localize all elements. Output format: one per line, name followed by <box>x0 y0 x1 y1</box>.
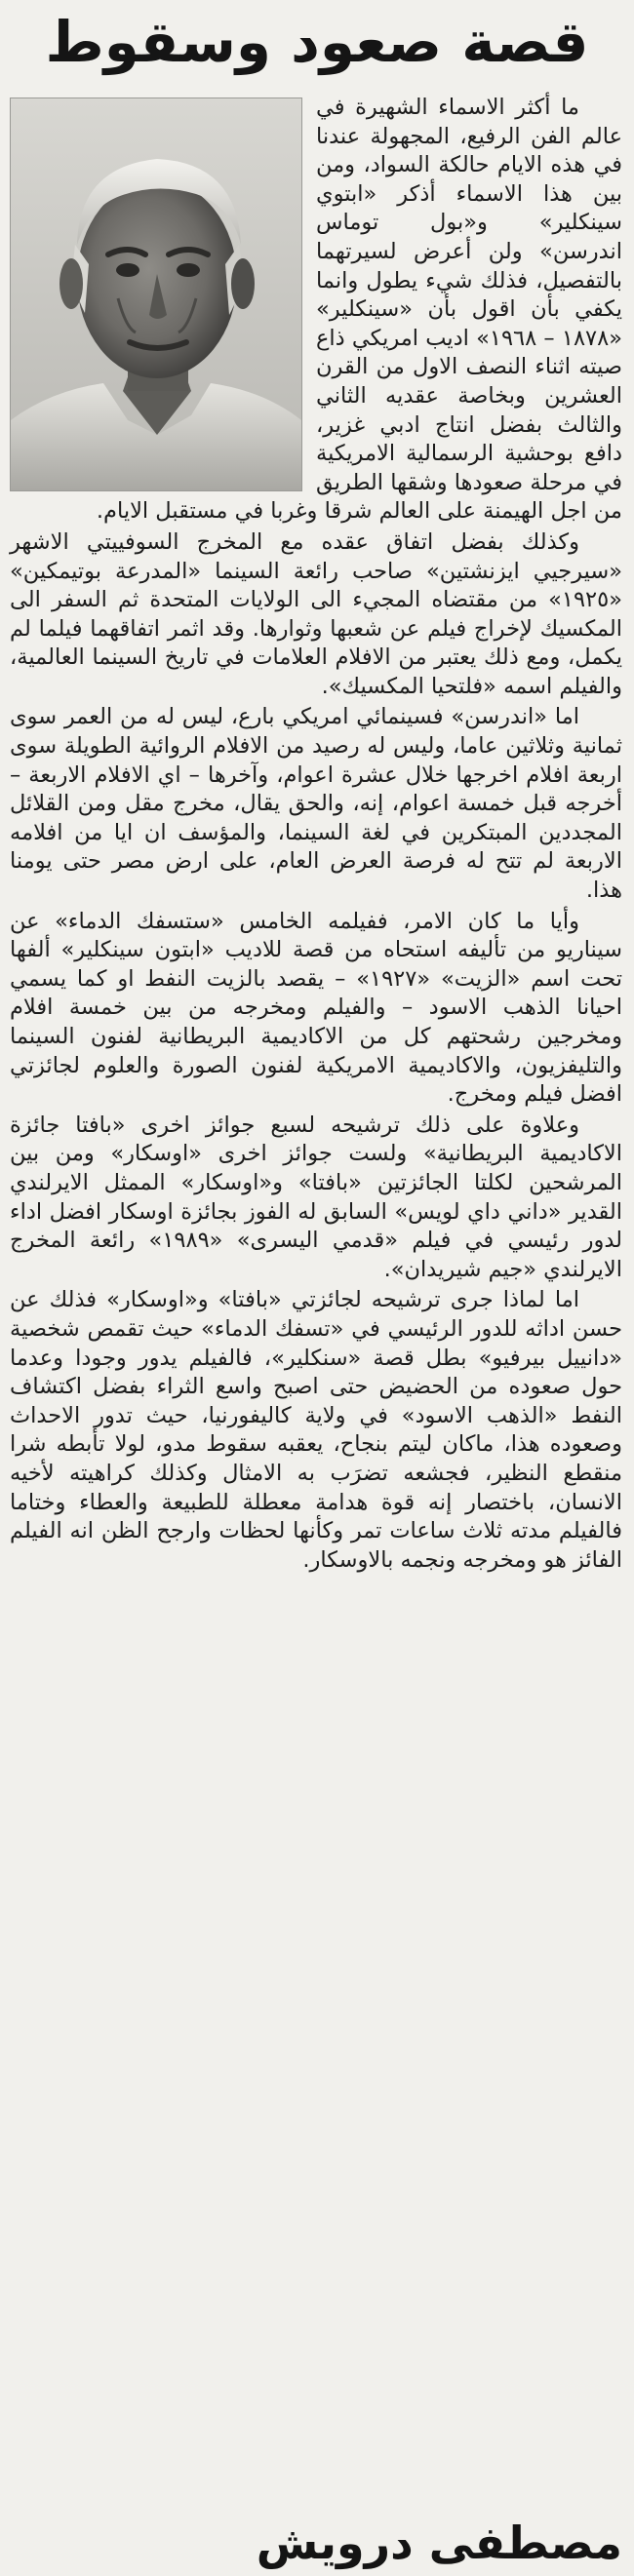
paragraph-6: اما لماذا جرى ترشيحه لجائزتي «بافتا» و«اوسكار» فذلك عن حسن اداثه للدور الرئيسي في «تسفك الدماء» حيث تقمص شخصية «دانييل بيرفيو» بطل قصة «سنكلير»، فالفيلم يدور وجودا وعدما حول صعوده من الحضيض حتى اصبح واسع الثراء بفضل اكتشاف النفط «الذهب الاسود» في ولاية كاليفورنيا، حيث تدور الاحداث وصعوده هذا، ماكان ليتم بنجاح، يعقبه سقوط مدو، لولا تأبطه شرا منقطع النظير، فجشعه تضرَب به الامثال وكذلك كراهيته لأخيه الانسان، باختصار إنه قوة هدامة معطلة للطبيعة والعطاء وختاما فالفيلم مدته ثلاث ساعات تمر وكأنها لحظات وارجح الظن انه الفيلم الفائز هو ومخرجه ونجمه بالاوسكار. <box>10 1287 622 1573</box>
author-byline: مصطفى درويش <box>256 2517 622 2570</box>
photo-float-spacer <box>10 94 316 495</box>
paragraph-1: ما أكثر الاسماء الشهيرة في عالم الفن الرفيع، المجهولة عندنا في هذه الايام حالكة السواد، ومن بين هذا الاسماء أذكر «ابتوي سينكلير» و«بول توماس اندرسن» ولن أعرض لسيرتهما بالتفصيل، فذلك شيء يطول وانما يكفي بأن اقول بأن «سينكلير» «١٨٧٨ – ١٩٦٨» اديب امريكي ذاع صيته اثناء النصف الاول من القرن العشرين وبخاصة عقديه الثاني والثالث بفضل انتاج ادبي غزير، دافع بوحشية الرسمالية الامريكية في مرحلة صعودها وشقها الطريق من اجل الهيمنة على العالم شرقا وغربا في مستقبل الايام. <box>96 95 622 525</box>
paragraph-5: وعلاوة على ذلك ترشيحه لسبع جوائز اخرى «بافتا جائزة الاكاديمية البريطانية» ولست جوائز اخرى «اوسكار» ومن بين المرشحين لكلتا الجائزتين «بافتا» و«اوسكار» الممثل الايرلندي القدير «داني داي لويس» السابق له الفوز بجائزة اوسكار افضل اداء لدور رئيسي في فيلم «قدمي اليسرى» «١٩٨٩» رائعة المخرج الايرلندي «جيم شيريدان». <box>10 1112 622 1282</box>
headline-strip <box>0 0 634 84</box>
article-body <box>10 94 622 1577</box>
paragraph-2: وكذلك بفضل اتفاق عقده مع المخرج السوفييتي الاشهر «سيرجيي ايزنشتين» صاحب رائعة السينما «المدرعة بوتيمكين» «١٩٢٥» من مقتضاه المجيء الى الولايات المتحدة ثم السفر الى المكسيك لإخراج فيلم عن شعبها وثوارها. وقد اثمر اتفاقهما فيلما لم يكمل، ومع ذلك يعتبر من الافلام العلامات في تاريخ السينما العالمية، والفيلم اسمه «فلتحيا المكسيك». <box>10 528 622 699</box>
paragraph-4: وأيا ما كان الامر، ففيلمه الخامس «ستسفك الدماء» عن سيناريو من تأليفه استحاه من قصة للاديب «ابتون سينكلير» ألفها تحت اسم «الزيت» «١٩٢٧» – يقصد بالزيت النفط او كما يسمي احيانا الذهب الاسود – والفيلم ومخرجه من بين خمسة افلام ومخرجين رشحتهم كل من الاكاديمية البريطانية لفنون السينما والتليفزيون، والاكاديمية الامريكية لفنون الصورة والعلوم لجائزتي افضل فيلم ومخرج. <box>10 908 623 1108</box>
paragraph-3: اما «اندرسن» فسينمائي امريكي بارع، ليس له من العمر سوى ثمانية وثلاثين عاما، وليس له رصيد من الافلام الروائية الطويلة سوى اربعة افلام اخرجها خلال عشرة اعوام، وآخرها – اي الافلام الاربعة – أخرجه قبل خمسة اعوام، إنه، والحق يقال، مخرج مقل ومن القلائل المجددين المبتكرين في لغة السينما، والمؤسف ان ايا من افلامه الاربعة لم تتح له فرصة العرض العام، على ارض مصر حتى يومنا هذا. <box>10 704 622 904</box>
article-title: قصة صعود وسقوط <box>45 9 589 75</box>
